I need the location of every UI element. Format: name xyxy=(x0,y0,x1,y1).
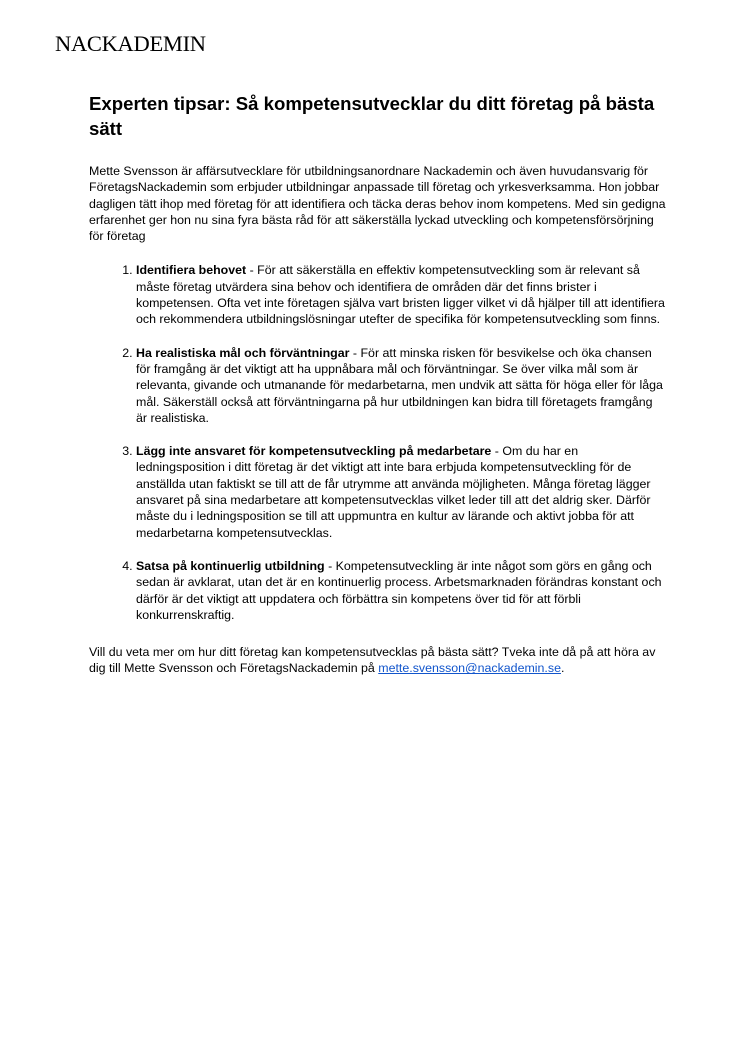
tip-heading: Lägg inte ansvaret för kompetensutveckling på medarbetare xyxy=(136,444,492,459)
tip-item xyxy=(136,558,667,623)
tip-text: - För att minska risken för besvikelse och öka chansen för framgång är det viktigt att ha uppnåbara mål och förväntningar. Se över vilka mål som är relevanta, givande och utmanande för medarbetarna, men undvik att sätta för höga eller för låga mål. Säkerställ också att förväntningarna på hur utbildningen kan bidra till företagets framgång är realistiska. xyxy=(136,345,663,425)
tip-text: - Kompetensutveckling är inte något som görs en gång och sedan är avklarat, utan det är en kontinuerlig process. Arbetsmarknaden förändras konstant och därför är det viktigt att uppdatera och förbättra sin kompetens över tid för att förbli konkurrenskraftig. xyxy=(136,558,662,622)
tip-heading: Ha realistiska mål och förväntningar xyxy=(136,345,350,360)
email-link[interactable]: mette.svensson@nackademin.se xyxy=(378,661,561,676)
tip-heading: Satsa på kontinuerlig utbildning xyxy=(136,558,325,573)
article-outro xyxy=(89,644,667,677)
outro-end: . xyxy=(560,661,565,676)
brand-logo: NACKADEMIN xyxy=(55,31,206,56)
tip-item xyxy=(136,443,667,541)
tip-heading: Identifiera behovet xyxy=(136,263,247,278)
tip-item xyxy=(136,345,667,426)
tip-text: - För att säkerställa en effektiv kompetensutveckling som är relevant så måste företag utvärdera sina behov och identifiera de områden där det finns brister i kompetensen. Ofta vet inte företagen själva vart bristen ligger vilket vi då hjälper till att identifiera och rekommendera utbildningslösningar utefter de specifika för kompetensutveckling som finns. xyxy=(136,263,665,327)
tip-item xyxy=(136,262,667,327)
article-intro: Mette Svensson är affärsutvecklare för utbildningsanordnare Nackademin och även huvudansvarig för FöretagsNackademin som erbjuder utbildningar anpassade till företag och yrkesverksamma. Hon jobbar dagligen tätt ihop med företag för att identifiera och täcka deras behov inom kompetens. Med sin gedigna erfarenhet ger hon nu sina fyra bästa råd för att säkerställa lyckad utveckling och kompetensförsörjning för företag xyxy=(89,164,666,244)
article-title: Experten tipsar: Så kompetensutvecklar du ditt företag på bästa sätt xyxy=(89,93,655,139)
tip-text: - Om du har en ledningsposition i ditt företag är det viktigt att inte bara erbjuda kompetensutveckling för de anställda utan faktiskt se till att de får utrymme att använda möjligheten. Många företag lägger ansvaret på sina medarbetare att kompetensutvecklas vilket leder till att det aldrig sker. Därför måste du i ledningsposition se till att uppmuntra en kultur av lärande och aktivt jobba för att medarbetarna kompetensutvecklas. xyxy=(136,444,651,540)
article xyxy=(89,91,667,677)
tips-list xyxy=(89,262,667,623)
outro-text: Vill du veta mer om hur ditt företag kan kompetensutvecklas på bästa sätt? Tveka inte då på att höra av dig till Mette Svensson och FöretagsNackademin på xyxy=(89,645,656,676)
